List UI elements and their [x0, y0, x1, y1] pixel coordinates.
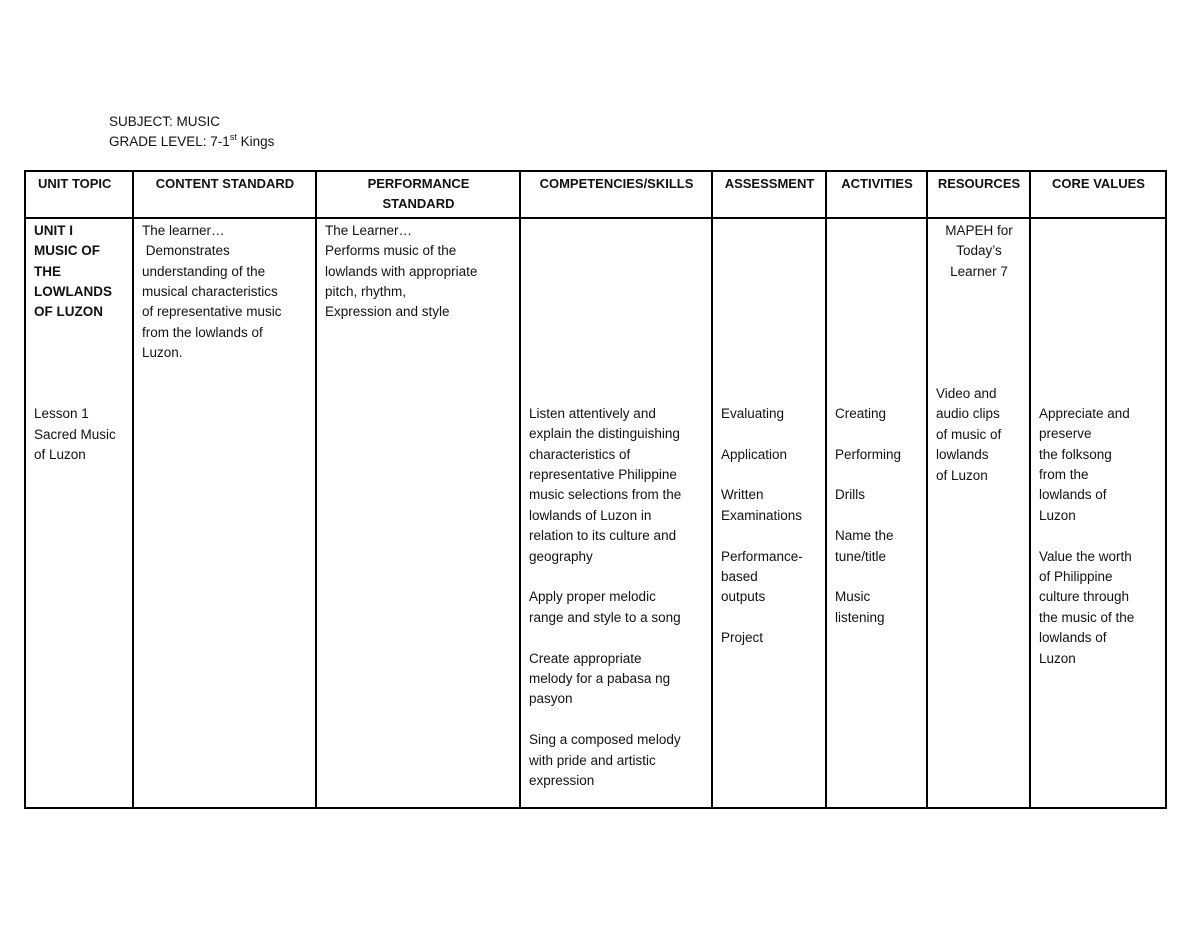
header-unit-topic: UNIT TOPIC: [25, 171, 133, 218]
lesson-title: [34, 404, 125, 465]
cell-unit-topic: [25, 218, 133, 808]
curriculum-table: [24, 170, 1167, 809]
assessment-item: [721, 485, 818, 526]
core-value-line: preserve: [1039, 426, 1092, 442]
header-performance-standard: [316, 171, 520, 218]
core-value-line: of Philippine: [1039, 569, 1113, 585]
assessment-line: Written: [721, 487, 764, 503]
assessment-item: [721, 404, 818, 424]
resource-line: audio clips: [936, 406, 1000, 422]
resource-media: [936, 384, 1022, 486]
core-value-line: lowlands of: [1039, 487, 1107, 503]
activity-item: [835, 445, 919, 465]
unit-title-line: THE: [34, 263, 61, 279]
core-value-line: the music of the: [1039, 609, 1135, 625]
cell-assessment: [712, 218, 826, 808]
header-performance-line: PERFORMANCE: [367, 176, 470, 191]
competency-line: melody for a pabasa ng: [529, 671, 671, 687]
core-value-line: Luzon: [1039, 650, 1076, 666]
core-value-line: the folksong: [1039, 446, 1112, 462]
competency-line: Sing a composed melody: [529, 732, 681, 748]
content-standard-line: The learner…: [142, 222, 225, 238]
activity-line: Creating: [835, 405, 887, 421]
lesson-title-line: Sacred Music: [34, 426, 116, 442]
content-standard-line: understanding of the: [142, 263, 266, 279]
core-value-item: [1039, 547, 1158, 669]
subject-line: SUBJECT: MUSIC: [109, 114, 221, 129]
competency-line: pasyon: [529, 691, 573, 707]
core-value-line: lowlands of: [1039, 630, 1107, 646]
unit-title-line: OF LUZON: [34, 304, 103, 320]
content-standard-line: Luzon.: [142, 345, 183, 361]
performance-standard-line: Expression and style: [325, 304, 450, 320]
activity-item: [835, 587, 919, 628]
resource-line: Learner 7: [950, 263, 1008, 279]
resource-textbook: [936, 221, 1022, 282]
assessment-item: [721, 628, 818, 648]
header-resources: RESOURCES: [927, 171, 1030, 218]
cell-resources: [927, 218, 1030, 808]
competency-item: [529, 587, 704, 628]
table-header-row: [25, 171, 1166, 218]
header-core-values: CORE VALUES: [1030, 171, 1166, 218]
unit-title-line: LOWLANDS: [34, 284, 112, 300]
activity-item: [835, 485, 919, 505]
performance-standard-line: lowlands with appropriate: [325, 263, 478, 279]
grade-level-section: Kings: [236, 134, 275, 149]
cell-competencies: [520, 218, 712, 808]
resource-line: MAPEH for: [945, 222, 1013, 238]
assessment-line: Examinations: [721, 507, 803, 523]
header-activities: ACTIVITIES: [826, 171, 927, 218]
assessment-line: outputs: [721, 589, 766, 605]
activity-line: Music: [835, 589, 871, 605]
assessment-item: [721, 445, 818, 465]
content-standard-line: from the lowlands of: [142, 324, 263, 340]
cell-performance-standard: [316, 218, 520, 808]
unit-title-line: UNIT I: [34, 222, 73, 238]
competency-line: Create appropriate: [529, 650, 642, 666]
resource-line: of music of: [936, 426, 1002, 442]
competency-item: [529, 649, 704, 710]
core-value-line: from the: [1039, 467, 1089, 483]
header-content-standard: CONTENT STANDARD: [133, 171, 316, 218]
core-value-line: Luzon: [1039, 507, 1076, 523]
cell-activities: [826, 218, 927, 808]
document-header: [109, 112, 274, 152]
unit-title: [34, 221, 125, 323]
header-performance-line: STANDARD: [382, 196, 455, 212]
assessment-line: Project: [721, 630, 764, 646]
core-value-line: culture through: [1039, 589, 1130, 605]
competency-line: characteristics of: [529, 446, 631, 462]
assessment-line: Application: [721, 446, 788, 462]
competency-item: [529, 404, 704, 567]
assessment-line: based: [721, 569, 758, 585]
core-value-line: Appreciate and: [1039, 405, 1130, 421]
performance-standard-line: The Learner…: [325, 222, 413, 238]
lesson-title-line: of Luzon: [34, 447, 86, 463]
activity-line: tune/title: [835, 548, 887, 564]
content-standard-line: musical characteristics: [142, 284, 278, 300]
performance-standard-line: pitch, rhythm,: [325, 284, 407, 300]
grade-level-superscript: st: [229, 131, 237, 142]
assessment-item: [721, 547, 818, 608]
table-row: [25, 218, 1166, 808]
header-assessment: ASSESSMENT: [712, 171, 826, 218]
activity-line: listening: [835, 609, 885, 625]
performance-standard-line: Performs music of the: [325, 243, 457, 259]
resource-line: lowlands: [936, 447, 989, 463]
header-competencies: COMPETENCIES/SKILLS: [520, 171, 712, 218]
competency-line: relation to its culture and: [529, 528, 677, 544]
competency-line: geography: [529, 548, 593, 564]
cell-content-standard: [133, 218, 316, 808]
content-standard-line: of representative music: [142, 304, 282, 320]
competency-item: [529, 730, 704, 791]
competency-line: with pride and artistic: [529, 752, 656, 768]
competency-line: music selections from the: [529, 487, 682, 503]
competency-line: representative Philippine: [529, 467, 677, 483]
activity-line: Name the: [835, 528, 894, 544]
assessment-line: Evaluating: [721, 405, 785, 421]
grade-level-text: GRADE LEVEL: 7-1: [109, 134, 230, 149]
unit-title-line: MUSIC OF: [34, 243, 100, 259]
competency-line: expression: [529, 773, 595, 789]
competency-line: range and style to a song: [529, 609, 681, 625]
cell-core-values: [1030, 218, 1166, 808]
activity-line: Drills: [835, 487, 865, 503]
resource-line: Today’s: [956, 243, 1002, 259]
competency-line: lowlands of Luzon in: [529, 507, 652, 523]
core-value-item: [1039, 404, 1158, 526]
activity-line: Performing: [835, 446, 902, 462]
activity-item: [835, 404, 919, 424]
resource-line: of Luzon: [936, 467, 988, 483]
competency-line: Listen attentively and: [529, 405, 656, 421]
resource-line: Video and: [936, 385, 997, 401]
grade-level-line: [109, 132, 274, 152]
assessment-line: Performance-: [721, 548, 803, 564]
competency-line: Apply proper melodic: [529, 589, 656, 605]
lesson-title-line: Lesson 1: [34, 406, 89, 422]
core-value-line: Value the worth: [1039, 548, 1132, 564]
activity-item: [835, 526, 919, 567]
content-standard-line: Demonstrates: [142, 243, 230, 259]
competency-line: explain the distinguishing: [529, 426, 680, 442]
